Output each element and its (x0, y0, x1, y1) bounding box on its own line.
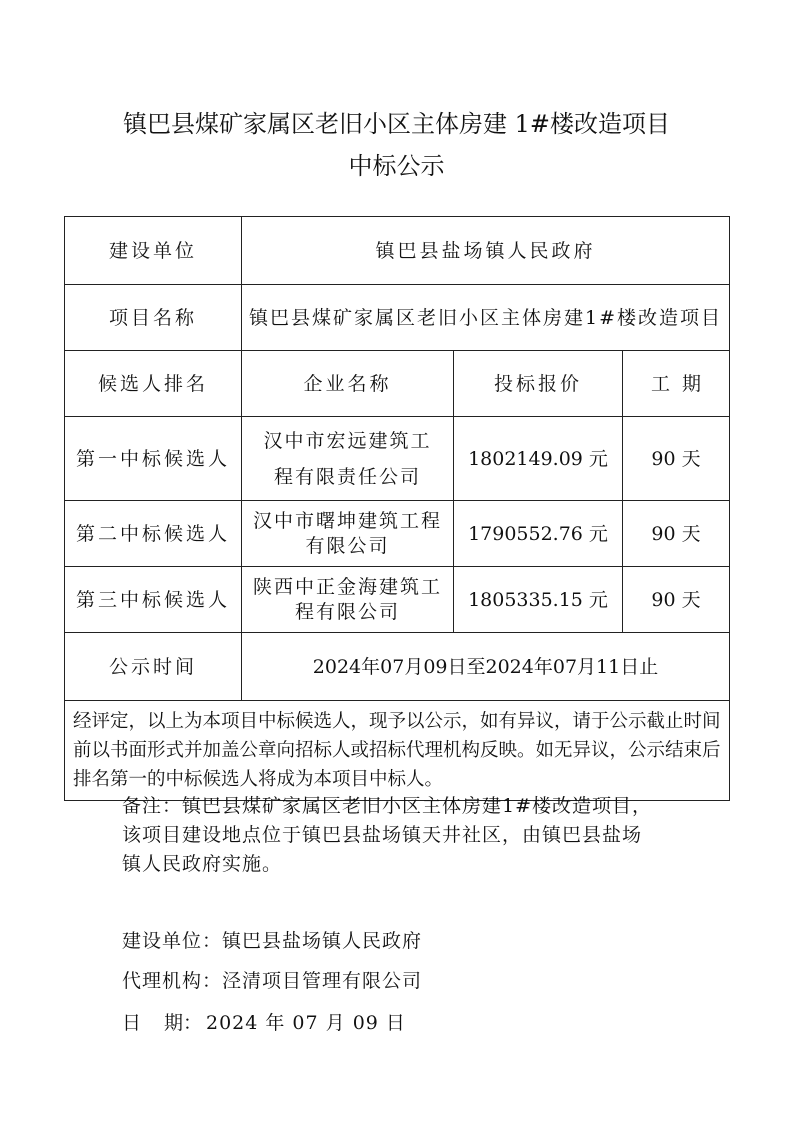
candidate-price: 1802149.09 元 (454, 417, 623, 501)
project-value: 镇巴县煤矿家属区老旧小区主体房建1#楼改造项目 (242, 285, 730, 351)
candidate-rank: 第二中标候选人 (65, 501, 242, 567)
builder-row (65, 217, 730, 285)
candidate-company-line: 有限公司 (305, 534, 390, 557)
candidate-period: 90 天 (623, 501, 730, 567)
evaluation-note: 经评定，以上为本项目中标候选人，现予以公示，如有异议，请于公示截止时间前以书面形式并加盖公章向招标人或招标代理机构反映。如无异议，公示结束后排名第一的中标候选人将成为本项目中标人。 (65, 701, 730, 801)
header-price: 投标报价 (454, 351, 623, 417)
candidate-company-line: 陕西中正金海建筑工 (252, 575, 442, 598)
remark-line: 备注：镇巴县煤矿家属区老旧小区主体房建1#楼改造项目， (122, 795, 653, 817)
footer-agency: 代理机构：泾清项目管理有限公司 (122, 970, 423, 992)
candidate-company (242, 501, 454, 567)
candidate-row (65, 501, 730, 567)
document-subtitle: 中标公示 (348, 152, 445, 180)
candidate-company-line: 程有限公司 (294, 600, 400, 623)
candidate-row (65, 417, 730, 501)
candidate-company (242, 417, 454, 501)
document-title: 镇巴县煤矿家属区老旧小区主体房建 1#楼改造项目 (122, 110, 670, 138)
candidate-company-line: 程有限责任公司 (273, 465, 421, 488)
builder-label: 建设单位 (65, 217, 242, 285)
remark-line: 镇人民政府实施。 (122, 853, 283, 875)
candidate-company-line: 汉中市宏远建筑工 (263, 429, 432, 452)
candidate-period: 90 天 (623, 567, 730, 633)
publicity-row (65, 633, 730, 701)
candidate-period: 90 天 (623, 417, 730, 501)
builder-value: 镇巴县盐场镇人民政府 (242, 217, 730, 285)
remark-line: 该项目建设地点位于镇巴县盐场镇天井社区，由镇巴县盐场 (122, 824, 643, 846)
candidate-company (242, 567, 454, 633)
candidate-rank: 第三中标候选人 (65, 567, 242, 633)
header-period: 工 期 (623, 351, 730, 417)
date-value: 2024 年 07 月 09 日 (206, 1012, 406, 1034)
date-label-char: 期： (164, 1012, 203, 1034)
project-row (65, 285, 730, 351)
candidate-price: 1790552.76 元 (454, 501, 623, 567)
candidate-company-line: 汉中市曙坤建筑工程 (252, 509, 442, 532)
candidate-price: 1805335.15 元 (454, 567, 623, 633)
remark-block (122, 792, 682, 879)
bid-result-table (64, 216, 730, 801)
candidate-rank: 第一中标候选人 (65, 417, 242, 501)
header-row (65, 351, 730, 417)
header-rank: 候选人排名 (65, 351, 242, 417)
candidate-row (65, 567, 730, 633)
date-label (122, 1009, 206, 1038)
publicity-period: 2024年07月09日至2024年07月11日止 (242, 633, 730, 701)
note-row (65, 701, 730, 801)
footer-builder: 建设单位：镇巴县盐场镇人民政府 (122, 930, 423, 952)
header-company: 企业名称 (242, 351, 454, 417)
footer-date (122, 1009, 406, 1038)
publicity-label: 公示时间 (65, 633, 242, 701)
date-label-char: 日 (122, 1012, 142, 1034)
project-label: 项目名称 (65, 285, 242, 351)
